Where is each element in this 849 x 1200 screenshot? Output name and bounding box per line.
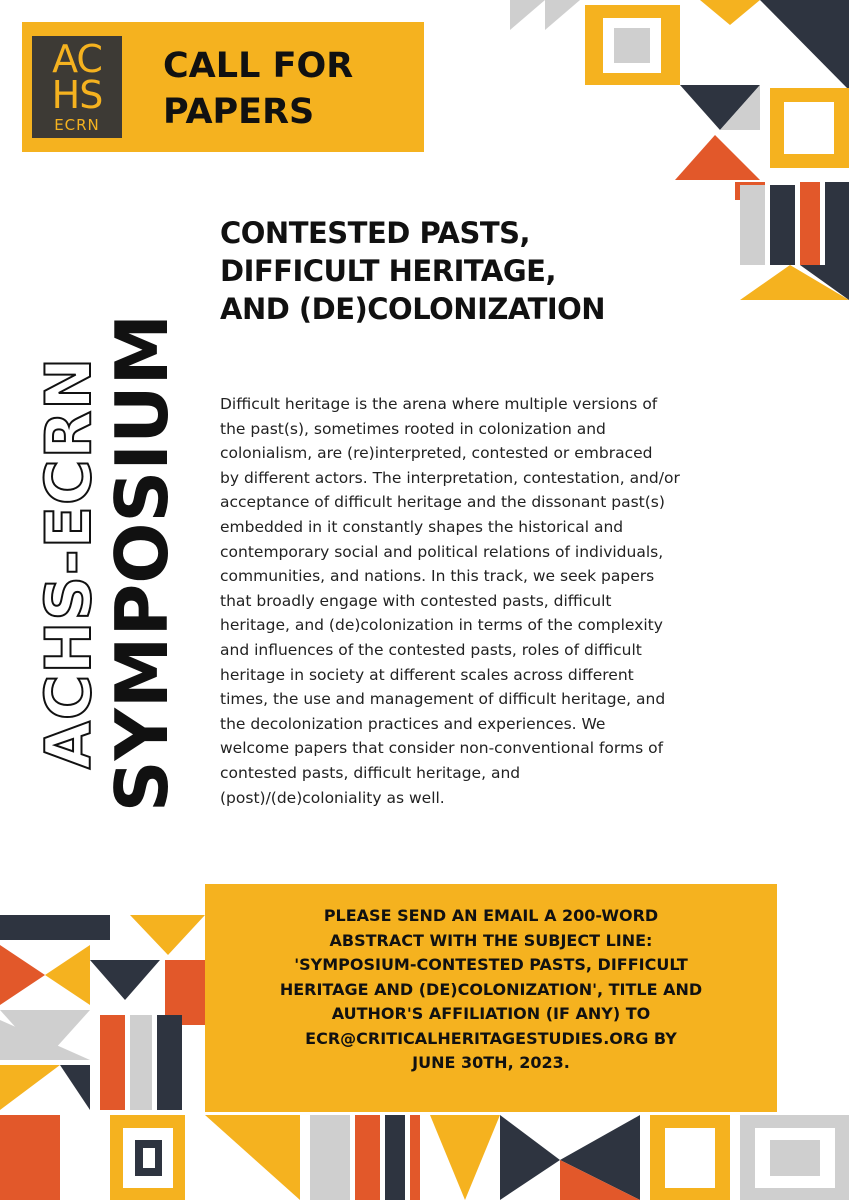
header-title-line-2: PAPERS xyxy=(163,92,315,132)
description-line: embedded in it constantly shapes the historical and xyxy=(220,517,624,536)
description-line: by different actors. The interpretation, contestation, and/or xyxy=(220,468,680,487)
description-line: colonialism, are (re)interpreted, contested or embraced xyxy=(220,444,653,463)
description-line: acceptance of difficult heritage and the dissonant past(s) xyxy=(220,493,665,512)
description-line: the past(s), sometimes rooted in colonization and xyxy=(220,419,606,438)
email-address[interactable]: ECR@CRITICALHERITAGESTUDIES.ORG BY xyxy=(305,1028,677,1048)
description-line: heritage, and (de)colonization in terms of the complexity xyxy=(220,616,663,635)
cta-line: PLEASE SEND AN EMAIL A 200-WORD xyxy=(323,906,659,925)
track-description xyxy=(220,392,805,810)
submission-instructions-box xyxy=(205,884,777,1112)
logo-text-ecrn: ECRN xyxy=(54,116,100,134)
vertical-title xyxy=(30,282,182,844)
description-line: contested pasts, difficult heritage, and xyxy=(220,763,521,782)
logo-text-hs: HS xyxy=(51,73,103,117)
description-line: Difficult heritage is the arena where multiple versions of xyxy=(220,395,658,413)
track-title-line: DIFFICULT HERITAGE, xyxy=(220,254,556,288)
logo-text-ac: AC xyxy=(52,37,102,81)
description-line: communities, and nations. In this track, we seek papers xyxy=(220,567,655,586)
description-line: welcome papers that consider non-conventional forms of xyxy=(220,739,664,758)
description-line: the decolonization practices and experiences. We xyxy=(220,714,606,733)
cta-line: AUTHOR'S AFFILIATION (IF ANY) TO xyxy=(331,1004,651,1023)
track-title-line: CONTESTED PASTS, xyxy=(220,216,531,250)
header-title-line-1: CALL FOR xyxy=(163,46,354,86)
description-line: and influences of the contested pasts, roles of difficult xyxy=(220,640,642,659)
track-title xyxy=(220,214,605,328)
description-line: (post)/(de)coloniality as well. xyxy=(220,788,445,807)
description-line: contemporary social and political relations of individuals, xyxy=(220,542,664,561)
cta-line: 'SYMPOSIUM-CONTESTED PASTS, DIFFICULT xyxy=(294,955,688,974)
vertical-title-outline: ACHS-ECRN xyxy=(32,356,105,770)
deadline-date: JUNE 30TH, 2023. xyxy=(412,1053,570,1072)
submission-instructions xyxy=(205,904,777,1076)
description-line: times, the use and management of difficult heritage, and xyxy=(220,690,666,709)
achs-ecrn-logo xyxy=(32,36,122,138)
track-title-line: AND (DE)COLONIZATION xyxy=(220,292,606,326)
description-line: that broadly engage with contested pasts, difficult xyxy=(220,591,612,610)
description-line: heritage in society at different scales across different xyxy=(220,665,634,684)
cta-line: HERITAGE AND (DE)COLONIZATION', TITLE AND xyxy=(279,979,703,999)
cta-line: ABSTRACT WITH THE SUBJECT LINE: xyxy=(329,930,653,950)
vertical-title-solid: SYMPOSIUM xyxy=(100,313,184,813)
